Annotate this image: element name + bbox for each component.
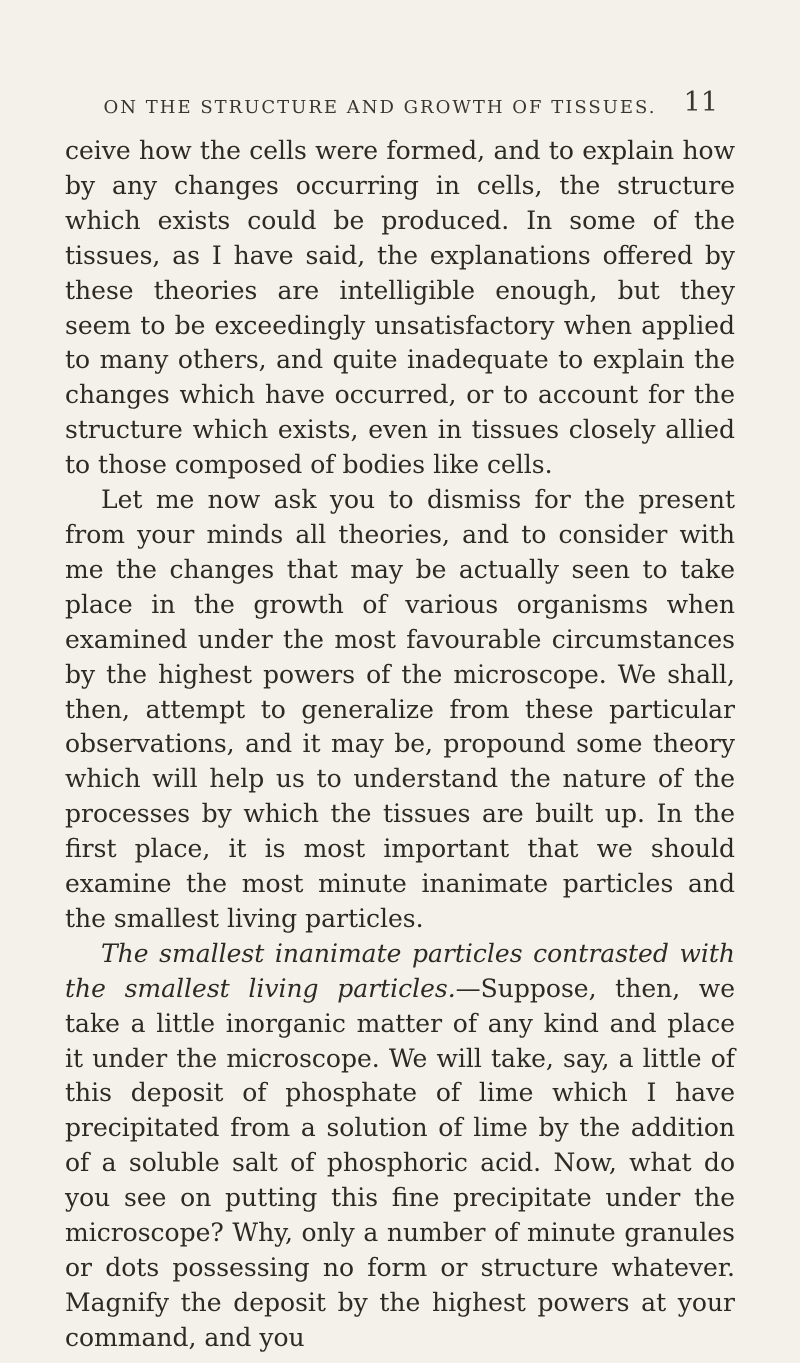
running-head [0,84,800,124]
running-title: ON THE STRUCTURE AND GROWTH OF TISSUES. [103,97,657,118]
paragraph-text: Let me now ask you to dismiss for the present from your minds all theories, and to consider with me the changes that may be actually seen to take place in the growth of various organisms when examined under the most favourable circumstances by the highest powers of the microscope. We shall, then, attempt to generalize from these particular observations, and it may be, propound some theory which will help us to understand the nature of the processes by which the tissues are built up. In the first place, it is most important that we should examine the most minute inanimate particles and the smallest living particles. [65,485,735,933]
paragraph-dismiss-theories [65,483,735,937]
body-text [65,134,735,1356]
paragraph-text: —Suppose, then, we take a little inorganic matter of any kind and place it under the microscope. We will take, say, a little of this deposit of phosphate of lime which I have precipitated from a solution of lime by the addition of a soluble salt of phosphoric acid. Now, what do you see on putting this fine precipitate under the microscope? Why, only a number of minute granules or dots possessing no form or structure whatever. Magnify the deposit by the highest powers at your command, and you [65,973,736,1352]
page-number: 11 [683,87,718,118]
paragraph-continuation [65,134,735,483]
paragraph-smallest-particles [65,937,735,1356]
section-heading: The smallest inanimate particles contrasted with the smallest living particles. [65,938,735,1003]
paragraph-text: ceive how the cells were formed, and to explain how by any changes occurring in cells, the structure which exists could be produced. In some of the tissues, as I have said, the explanations offered by these theories are intelligible enough, but they seem to be exceedingly unsatisfactory when applied to many others, and quite inadequate to explain the changes which have occurred, or to account for the structure which exists, even in tissues closely allied to those composed of bodies like cells. [65,136,735,480]
